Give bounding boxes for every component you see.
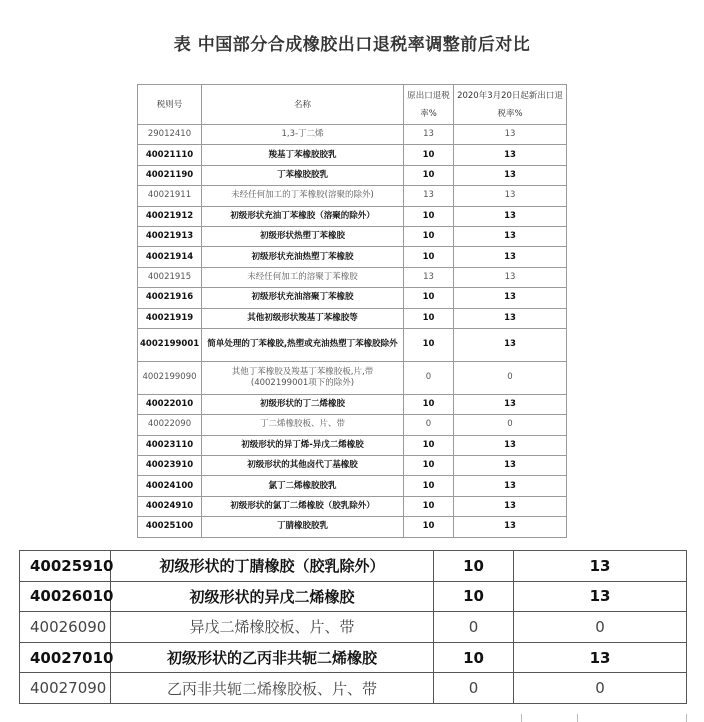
- product-name-cell: 初级形状热塑丁苯橡胶: [202, 226, 404, 246]
- table-row: [138, 145, 567, 165]
- product-name-cell: 初级形状的其他卤代丁基橡胶: [202, 456, 404, 476]
- code-header: 税则号: [138, 85, 202, 125]
- table-row: [20, 642, 687, 673]
- table-row: [20, 551, 687, 582]
- new-rate-cell: 13: [514, 551, 687, 582]
- table-header-row: [138, 85, 567, 125]
- new-rate-cell: 13: [454, 456, 567, 476]
- tariff-code-cell: 40022010: [138, 394, 202, 414]
- old-rate-cell: 10: [404, 394, 454, 414]
- new-rate-cell: 13: [454, 288, 567, 308]
- new-rate-cell: 13: [454, 496, 567, 516]
- new-rate-cell: 13: [514, 642, 687, 673]
- new-rate-cell: 13: [454, 308, 567, 328]
- tax-rate-table-top: [137, 84, 567, 538]
- old-rate-cell: 10: [404, 226, 454, 246]
- product-name-cell: 未经任何加工的丁苯橡胶(溶聚的除外): [202, 186, 404, 206]
- product-name-cell: 初级形状的异戊二烯橡胶: [111, 581, 434, 612]
- tariff-code-cell: 40021912: [138, 206, 202, 226]
- old-rate-cell: 10: [434, 581, 514, 612]
- table-row: [138, 394, 567, 414]
- product-name-cell: 初级形状的异丁烯-异戊二烯橡胶: [202, 435, 404, 455]
- new-rate-cell: 13: [454, 125, 567, 145]
- old-rate-cell: 10: [404, 435, 454, 455]
- product-name-cell: 初级形状充油热塑丁苯橡胶: [202, 247, 404, 267]
- old-rate-cell: 10: [404, 288, 454, 308]
- new-rate-cell: 13: [454, 186, 567, 206]
- new-rate-cell: 13: [514, 581, 687, 612]
- tariff-code-cell: 29012410: [138, 125, 202, 145]
- new-rate-cell: 0: [454, 415, 567, 435]
- tariff-code-cell: 40027090: [20, 673, 111, 704]
- old-rate-cell: 10: [404, 328, 454, 361]
- product-name-cell: 初级形状充油丁苯橡胶（溶聚的除外）: [202, 206, 404, 226]
- product-name-cell: 初级形状的丁二烯橡胶: [202, 394, 404, 414]
- divider-mark: [521, 714, 522, 722]
- table-row: [138, 267, 567, 287]
- old-rate-cell: 10: [404, 247, 454, 267]
- product-name-cell: 1,3-丁二烯: [202, 125, 404, 145]
- product-name-cell: 氯丁二烯橡胶胶乳: [202, 476, 404, 496]
- new-rate-cell: 13: [454, 267, 567, 287]
- tariff-code-cell: 40021110: [138, 145, 202, 165]
- tariff-code-cell: 4002199001: [138, 328, 202, 361]
- old-rate-cell: 10: [404, 206, 454, 226]
- product-name-cell: 异戊二烯橡胶板、片、带: [111, 612, 434, 643]
- table-row: [138, 186, 567, 206]
- table-row: [138, 496, 567, 516]
- tariff-code-cell: 40021916: [138, 288, 202, 308]
- new-rate-cell: 0: [514, 612, 687, 643]
- old-rate-cell: 0: [434, 673, 514, 704]
- product-name-cell: 初级形状充油溶聚丁苯橡胶: [202, 288, 404, 308]
- old-rate-cell: 10: [404, 476, 454, 496]
- table-row: [138, 517, 567, 537]
- product-name-cell: 丁腈橡胶胶乳: [202, 517, 404, 537]
- product-name-cell: 简单处理的丁苯橡胶,热塑或充油热塑丁苯橡胶除外: [202, 328, 404, 361]
- tariff-code-cell: 4002199090: [138, 361, 202, 394]
- table-row: [138, 328, 567, 361]
- product-name-cell: 初级形状的氯丁二烯橡胶（胶乳除外）: [202, 496, 404, 516]
- old-rate-cell: 13: [404, 267, 454, 287]
- old-rate-cell: 10: [434, 551, 514, 582]
- new-rate-cell: 13: [454, 435, 567, 455]
- page-title: 表 中国部分合成橡胶出口退税率调整前后对比: [173, 35, 531, 55]
- product-name-cell: 初级形状的乙丙非共轭二烯橡胶: [111, 642, 434, 673]
- new-rate-cell: 13: [454, 517, 567, 537]
- new-rate-cell: 13: [454, 476, 567, 496]
- table-row: [138, 165, 567, 185]
- tax-rate-table-bottom: [19, 550, 687, 704]
- new-rate-cell: 0: [514, 673, 687, 704]
- product-name-cell: 羧基丁苯橡胶胶乳: [202, 145, 404, 165]
- tariff-code-cell: 40024100: [138, 476, 202, 496]
- tariff-code-cell: 40021919: [138, 308, 202, 328]
- product-name-cell: 未经任何加工的溶聚丁苯橡胶: [202, 267, 404, 287]
- old-rate-cell: 10: [404, 517, 454, 537]
- table-row: [138, 288, 567, 308]
- new-rate-cell: 13: [454, 206, 567, 226]
- tariff-code-cell: 40021911: [138, 186, 202, 206]
- new-rate-cell: 13: [454, 394, 567, 414]
- product-name-cell: 丁二烯橡胶板、片、带: [202, 415, 404, 435]
- table-row: [138, 415, 567, 435]
- old-rate-cell: 0: [404, 415, 454, 435]
- table-row: [138, 308, 567, 328]
- divider-mark: [577, 714, 578, 722]
- table-row: [138, 361, 567, 394]
- table-row: [138, 247, 567, 267]
- old-rate-cell: 13: [404, 125, 454, 145]
- new-rate-cell: 13: [454, 145, 567, 165]
- tariff-code-cell: 40026090: [20, 612, 111, 643]
- old-rate-cell: 10: [404, 456, 454, 476]
- name-header: 名称: [202, 85, 404, 125]
- tariff-code-cell: 40025100: [138, 517, 202, 537]
- new-rate-header: 2020年3月20日起新出口退税率%: [454, 85, 567, 125]
- product-name-cell: 丁苯橡胶胶乳: [202, 165, 404, 185]
- table-row: [138, 125, 567, 145]
- new-rate-cell: 13: [454, 247, 567, 267]
- tariff-code-cell: 40021915: [138, 267, 202, 287]
- table-row: [138, 206, 567, 226]
- table-row: [20, 612, 687, 643]
- table-row: [20, 581, 687, 612]
- old-rate-cell: 13: [404, 186, 454, 206]
- product-name-cell: 其他初级形状羧基丁苯橡胶等: [202, 308, 404, 328]
- new-rate-cell: 13: [454, 165, 567, 185]
- tariff-code-cell: 40023110: [138, 435, 202, 455]
- old-rate-cell: 10: [404, 165, 454, 185]
- new-rate-cell: 0: [454, 361, 567, 394]
- table-row: [20, 673, 687, 704]
- tariff-code-cell: 40027010: [20, 642, 111, 673]
- old-rate-cell: 0: [404, 361, 454, 394]
- tariff-code-cell: 40022090: [138, 415, 202, 435]
- product-name-cell: 乙丙非共轭二烯橡胶板、片、带: [111, 673, 434, 704]
- tariff-code-cell: 40021914: [138, 247, 202, 267]
- tariff-code-cell: 40024910: [138, 496, 202, 516]
- new-rate-cell: 13: [454, 226, 567, 246]
- divider-mark: [686, 714, 687, 722]
- product-name-cell: 其他丁苯橡胶及羧基丁苯橡胶板,片,带(4002199001项下的除外): [202, 361, 404, 394]
- old-rate-cell: 10: [404, 145, 454, 165]
- old-rate-header: 原出口退税率%: [404, 85, 454, 125]
- tariff-code-cell: 40021913: [138, 226, 202, 246]
- table-row: [138, 476, 567, 496]
- table-row: [138, 435, 567, 455]
- tariff-code-cell: 40023910: [138, 456, 202, 476]
- tariff-code-cell: 40025910: [20, 551, 111, 582]
- table-row: [138, 226, 567, 246]
- table-row: [138, 456, 567, 476]
- product-name-cell: 初级形状的丁腈橡胶（胶乳除外）: [111, 551, 434, 582]
- old-rate-cell: 10: [404, 308, 454, 328]
- new-rate-cell: 13: [454, 328, 567, 361]
- old-rate-cell: 10: [434, 642, 514, 673]
- tariff-code-cell: 40021190: [138, 165, 202, 185]
- old-rate-cell: 10: [404, 496, 454, 516]
- tariff-code-cell: 40026010: [20, 581, 111, 612]
- old-rate-cell: 0: [434, 612, 514, 643]
